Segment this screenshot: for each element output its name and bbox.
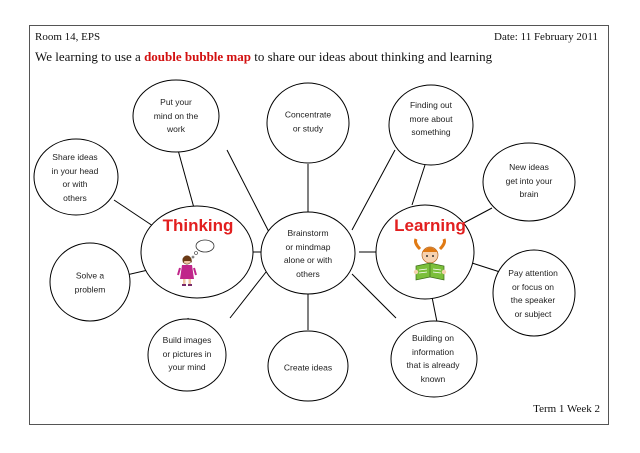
thinking-bubble-2-label: Share ideas in your head or with others bbox=[51, 152, 99, 203]
connector-thinking-2 bbox=[114, 200, 156, 228]
thinking-bubble-3-label: Solve a problem bbox=[74, 270, 106, 294]
shared-bubble-2-label: Brainstorm or mindmap alone or with others bbox=[283, 228, 333, 279]
learning-bubble-2-label: New ideas get into your brain bbox=[505, 161, 553, 199]
connector-learning-4 bbox=[432, 297, 437, 322]
connector-learning-3 bbox=[472, 263, 500, 272]
learning-bubble-1-label: Finding out more about something bbox=[409, 99, 453, 137]
shared-bubble-3-label: Create ideas bbox=[283, 362, 333, 373]
connector-thinking-1 bbox=[178, 150, 194, 208]
connector-learning-shared-1 bbox=[352, 150, 395, 230]
intro-text-end: to share our ideas about thinking and learning bbox=[251, 49, 493, 64]
learning-bubble-3-label: Pay attention or focus on the speaker or subject bbox=[508, 268, 558, 319]
room-label: Room 14, EPS bbox=[35, 31, 101, 43]
intro-highlight: double bubble map bbox=[144, 49, 251, 64]
term-label: Term 1 Week 2 bbox=[533, 403, 600, 415]
learning-bubble-4-label: Building on information that is already known bbox=[406, 333, 460, 384]
thinking-bubble-1-label: Put your mind on the work bbox=[153, 96, 199, 134]
thinking-bubble-4-label: Build images or pictures in your mind bbox=[162, 334, 212, 372]
connector-learning-1 bbox=[412, 165, 425, 205]
date-label: Date: 11 February 2011 bbox=[494, 31, 598, 43]
intro-text-start: We learning to use a bbox=[35, 49, 145, 64]
shared-bubble-1-label: Concentrate or study bbox=[284, 109, 332, 133]
thinking-title: Thinking bbox=[162, 216, 234, 235]
learning-title: Learning bbox=[394, 216, 466, 235]
